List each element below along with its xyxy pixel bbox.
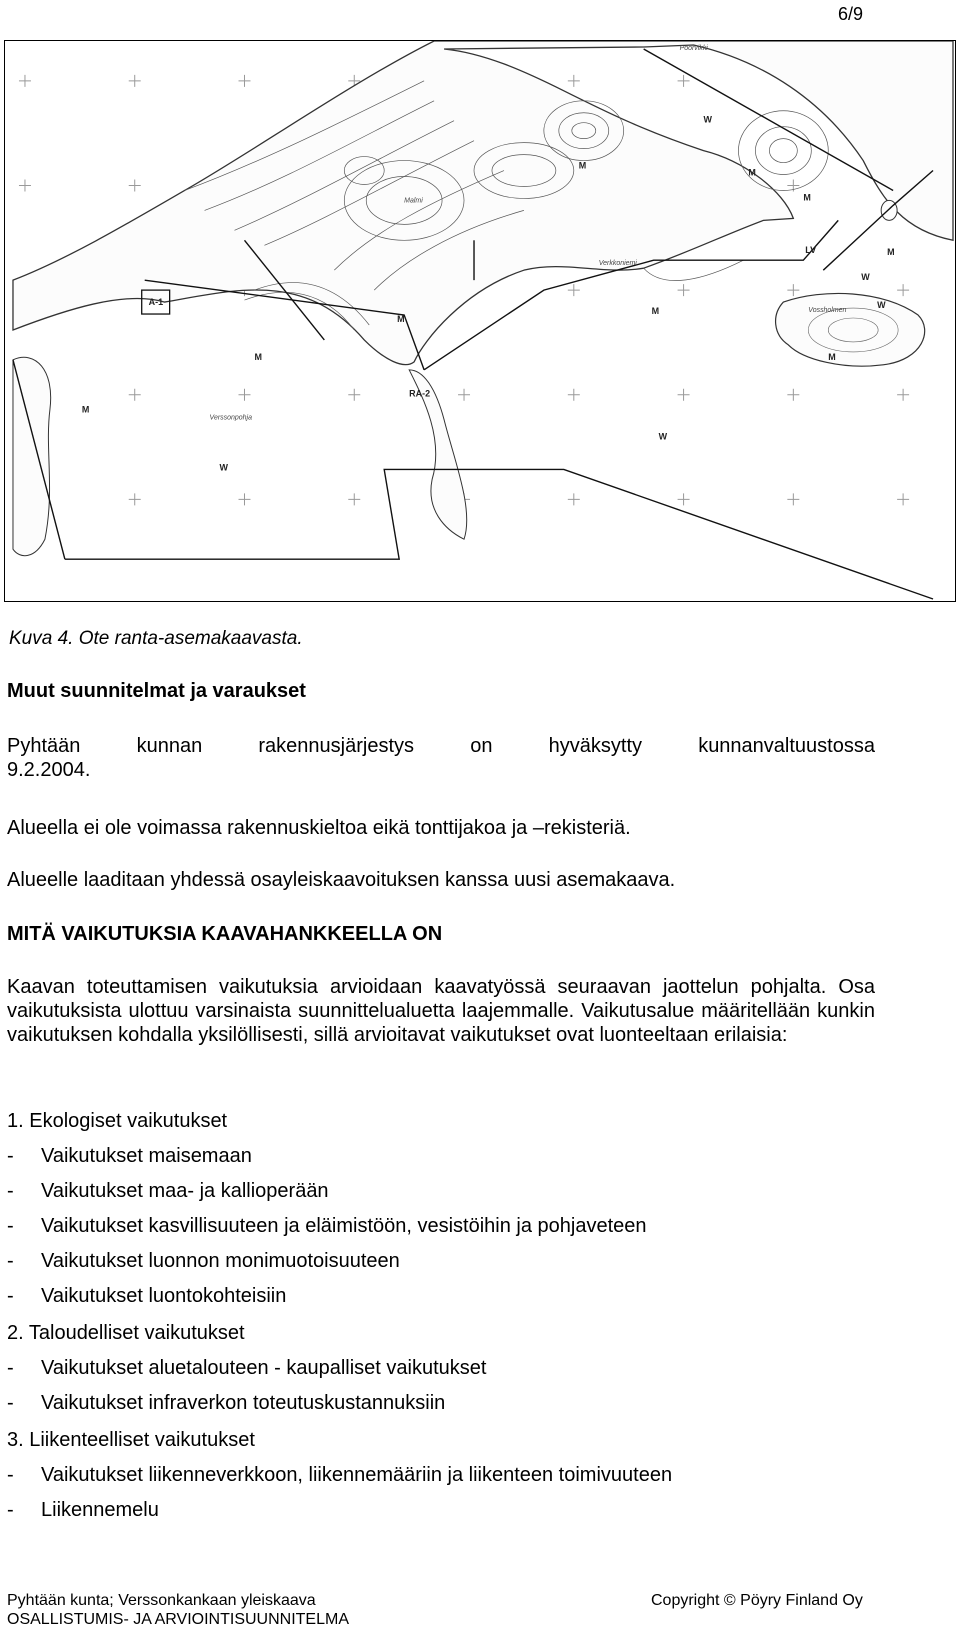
list-dash: - <box>7 1392 14 1414</box>
list-item-text: Vaikutukset luontokohteisiin <box>41 1285 287 1307</box>
map-label-w1: W <box>703 114 713 125</box>
paragraph-word: hyväksytty <box>548 735 642 757</box>
footer-copyright: Copyright © Pöyry Finland Oy <box>651 1592 863 1609</box>
list-item-text: Vaikutukset maa- ja kallioperään <box>41 1180 329 1202</box>
map-place-verssonpohja: Verssonpohja <box>209 414 252 422</box>
map-label-a1: A-1 <box>148 297 164 308</box>
grid-cross <box>568 284 580 296</box>
grid-cross <box>129 180 141 192</box>
grid-cross <box>678 284 690 296</box>
grid-cross <box>239 493 251 505</box>
paragraph-word: kunnanvaltuustossa <box>698 735 875 757</box>
paragraph-word: kunnan <box>136 735 203 757</box>
map-label-m4: M <box>651 306 660 317</box>
impact-group-heading: 3. Liikenteelliset vaikutukset <box>7 1429 255 1451</box>
grid-cross <box>129 493 141 505</box>
list-dash: - <box>7 1464 14 1486</box>
grid-cross <box>129 75 141 87</box>
grid-cross <box>458 389 470 401</box>
map-place-poorvikki: Poorvikki <box>679 44 708 52</box>
list-item <box>7 1356 486 1380</box>
list-item-text: Vaikutukset maisemaan <box>41 1145 252 1167</box>
list-dash: - <box>7 1499 14 1521</box>
list-item <box>7 1144 252 1168</box>
list-item-text: Liikennemelu <box>41 1499 159 1521</box>
grid-cross <box>678 493 690 505</box>
list-item <box>7 1249 400 1273</box>
paragraph-new-detail-plan: Alueelle laaditaan yhdessä osayleiskaavoituksen kanssa uusi asemakaava. <box>7 869 676 891</box>
map-label-m3: M <box>748 167 756 178</box>
map-place-vossholmen: Vossholmen <box>808 307 847 315</box>
grid-cross <box>19 180 31 192</box>
map-label-m5: M <box>397 314 405 324</box>
map-label-w2: W <box>861 272 870 283</box>
grid-cross <box>568 389 580 401</box>
map-label-w4: W <box>219 462 229 473</box>
grid-cross <box>239 389 251 401</box>
impact-group-heading: 2. Taloudelliset vaikutukset <box>7 1322 245 1344</box>
grid-cross <box>19 75 31 87</box>
paragraph-word: on <box>470 735 493 757</box>
footer-document-type: OSALLISTUMIS- JA ARVIOINTISUUNNITELMA <box>7 1611 349 1628</box>
grid-cross <box>348 389 360 401</box>
grid-cross <box>568 75 580 87</box>
map-place-verkkoniemi: Verkkoniemi <box>598 260 637 268</box>
section-heading-plans: Muut suunnitelmat ja varaukset <box>7 680 306 702</box>
grid-cross <box>787 493 799 505</box>
figure-caption: Kuva 4. Ote ranta-asemakaavasta. <box>9 628 303 649</box>
list-item <box>7 1463 672 1487</box>
grid-cross <box>787 389 799 401</box>
map-label-m2: M <box>803 192 811 203</box>
map-label-m7: M <box>828 351 836 362</box>
grid-cross <box>897 493 909 505</box>
grid-cross <box>129 389 141 401</box>
impact-group-heading: 1. Ekologiset vaikutukset <box>7 1110 228 1132</box>
grid-cross <box>678 389 690 401</box>
map-label-m6: M <box>887 247 895 258</box>
list-dash: - <box>7 1180 14 1202</box>
map-label-m9: M <box>254 351 262 362</box>
list-item-text: Vaikutukset liikenneverkkoon, liikennemääriin ja liikenteen toimivuuteen <box>41 1464 673 1486</box>
zoning-map-image <box>4 40 956 602</box>
list-item-text: Vaikutukset luonnon monimuotoisuuteen <box>41 1250 400 1272</box>
list-item-text: Vaikutukset kasvillisuuteen ja eläimistöön, vesistöihin ja pohjaveteen <box>41 1215 647 1237</box>
map-label-w3: W <box>658 431 668 442</box>
grid-cross <box>787 284 799 296</box>
paragraph-building-ban: Alueella ei ole voimassa rakennuskieltoa eikä tonttijakoa ja –rekisteriä. <box>7 817 631 839</box>
map-place-malmi: Malmi <box>404 197 423 205</box>
paragraph-word: rakennusjärjestys <box>258 735 415 757</box>
list-item <box>7 1391 445 1415</box>
list-dash: - <box>7 1357 14 1379</box>
paragraph-impacts-intro: Kaavan toteuttamisen vaikutuksia arvioidaan kaavatyössä seuraavan jaottelun pohjalta. Osa vaikutuksista ulottuu varsinaista suunnittelualuetta laajemmalle. Vaikutusalue määritellään kunkin vaikutuksen kohdalla yksilöllisesti, sillä arvioitavat vaikutukset ovat luonteeltaan erilaisia: <box>7 976 875 1046</box>
list-dash: - <box>7 1250 14 1272</box>
list-item <box>7 1498 159 1522</box>
list-item <box>7 1284 286 1308</box>
grid-cross <box>678 75 690 87</box>
map-label-w5: W <box>877 300 886 311</box>
map-label-lv: LV <box>805 245 817 256</box>
paragraph-building-code-date: 9.2.2004. <box>7 759 91 781</box>
zoning-map-drawing <box>5 41 955 601</box>
paragraph-word: Pyhtään <box>7 735 81 757</box>
page-number: 6/9 <box>837 4 863 24</box>
list-dash: - <box>7 1215 14 1237</box>
map-label-m1: M <box>578 160 587 171</box>
list-item-text: Vaikutukset aluetalouteen - kaupalliset vaikutukset <box>41 1357 487 1379</box>
grid-cross <box>897 389 909 401</box>
grid-cross <box>239 75 251 87</box>
grid-cross <box>897 284 909 296</box>
grid-cross <box>568 493 580 505</box>
grid-cross <box>348 493 360 505</box>
list-item-text: Vaikutukset infraverkon toteutuskustannuksiin <box>41 1392 446 1414</box>
map-label-ra2: RA-2 <box>409 388 431 399</box>
map-label-m8: M <box>81 404 90 415</box>
list-dash: - <box>7 1285 14 1307</box>
section-heading-impacts: MITÄ VAIKUTUKSIA KAAVAHANKKEELLA ON <box>7 923 443 945</box>
list-dash: - <box>7 1145 14 1167</box>
list-item <box>7 1214 647 1238</box>
footer-municipality-plan: Pyhtään kunta; Verssonkankaan yleiskaava <box>7 1592 316 1609</box>
list-item <box>7 1179 329 1203</box>
paragraph-building-code <box>7 734 875 758</box>
